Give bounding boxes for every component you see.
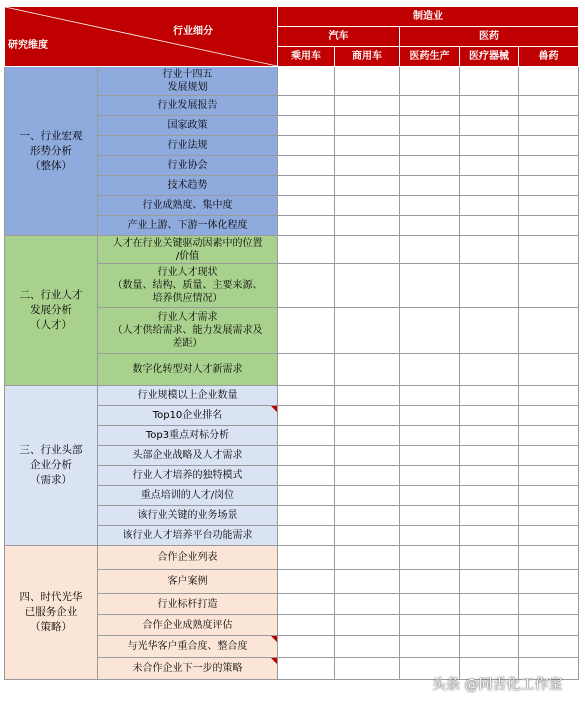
matrix-cell[interactable]: [460, 506, 519, 526]
matrix-cell[interactable]: [400, 116, 460, 136]
matrix-cell[interactable]: [460, 386, 519, 406]
matrix-cell[interactable]: [278, 216, 335, 236]
item-cell: Top10企业排名: [98, 406, 278, 426]
item-cell: 与光华客户重合度、整合度: [98, 636, 278, 658]
matrix-cell[interactable]: [278, 136, 335, 156]
matrix-cell[interactable]: [278, 446, 335, 466]
matrix-cell[interactable]: [400, 426, 460, 446]
matrix-cell[interactable]: [460, 570, 519, 594]
item-cell: 行业标杆打造: [98, 594, 278, 615]
matrix-cell[interactable]: [519, 615, 579, 636]
matrix-cell[interactable]: [460, 196, 519, 216]
matrix-cell[interactable]: [335, 386, 400, 406]
column-header: 乘用车: [278, 47, 335, 67]
matrix-cell[interactable]: [400, 216, 460, 236]
research-matrix-table: [4, 6, 579, 680]
matrix-cell[interactable]: [519, 426, 579, 446]
manufacturing-header: 制造业: [278, 7, 579, 27]
item-cell: 重点培训的人才/岗位: [98, 486, 278, 506]
matrix-cell[interactable]: [519, 526, 579, 546]
matrix-cell[interactable]: [400, 196, 460, 216]
matrix-cell[interactable]: [460, 116, 519, 136]
item-cell: 行业成熟度、集中度: [98, 196, 278, 216]
item-cell: 行业人才需求 （人才供给需求、能力发展需求及 差距）: [98, 308, 278, 354]
matrix-cell[interactable]: [400, 386, 460, 406]
matrix-cell[interactable]: [519, 570, 579, 594]
matrix-cell[interactable]: [460, 446, 519, 466]
matrix-cell[interactable]: [335, 406, 400, 426]
matrix-cell[interactable]: [519, 67, 579, 96]
matrix-cell[interactable]: [278, 526, 335, 546]
matrix-cell[interactable]: [278, 264, 335, 308]
matrix-cell[interactable]: [460, 156, 519, 176]
matrix-cell[interactable]: [460, 615, 519, 636]
item-cell: 未合作企业下一步的策略: [98, 658, 278, 680]
matrix-cell[interactable]: [278, 466, 335, 486]
matrix-cell[interactable]: [460, 594, 519, 615]
matrix-cell[interactable]: [335, 658, 400, 680]
matrix-cell[interactable]: [400, 526, 460, 546]
matrix-cell[interactable]: [278, 386, 335, 406]
item-cell: 行业协会: [98, 156, 278, 176]
item-cell: 国家政策: [98, 116, 278, 136]
matrix-cell[interactable]: [519, 156, 579, 176]
matrix-cell[interactable]: [400, 506, 460, 526]
matrix-cell[interactable]: [335, 594, 400, 615]
item-cell: 行业规模以上企业数量: [98, 386, 278, 406]
matrix-cell[interactable]: [400, 156, 460, 176]
matrix-cell[interactable]: [460, 176, 519, 196]
matrix-cell[interactable]: [335, 446, 400, 466]
matrix-cell[interactable]: [400, 636, 460, 658]
matrix-cell[interactable]: [278, 176, 335, 196]
matrix-cell[interactable]: [460, 526, 519, 546]
matrix-cell[interactable]: [278, 156, 335, 176]
column-header: 商用车: [335, 47, 400, 67]
matrix-cell[interactable]: [335, 570, 400, 594]
matrix-cell[interactable]: [400, 546, 460, 570]
matrix-cell[interactable]: [400, 67, 460, 96]
matrix-cell[interactable]: [519, 406, 579, 426]
matrix-cell[interactable]: [519, 486, 579, 506]
matrix-cell[interactable]: [335, 156, 400, 176]
matrix-cell[interactable]: [335, 546, 400, 570]
matrix-cell[interactable]: [335, 196, 400, 216]
matrix-cell[interactable]: [335, 67, 400, 96]
matrix-cell[interactable]: [519, 636, 579, 658]
watermark: 头条 @同舌化工作室: [432, 677, 563, 693]
item-cell: 行业人才培养的独特模式: [98, 466, 278, 486]
matrix-cell[interactable]: [519, 196, 579, 216]
subdivision-label: 行业细分: [173, 26, 213, 37]
item-cell: 合作企业列表: [98, 546, 278, 570]
dimension-group-label: 一、行业宏观 形势分析 （整体）: [5, 67, 98, 236]
item-cell: 行业十四五 发展规划: [98, 67, 278, 96]
dimension-group-label: 二、行业人才 发展分析 （人才）: [5, 236, 98, 386]
item-cell: 行业法规: [98, 136, 278, 156]
item-cell: 行业人才现状 （数量、结构、质量、主要来源、 培养供应情况）: [98, 264, 278, 308]
matrix-cell[interactable]: [519, 96, 579, 116]
matrix-cell[interactable]: [278, 615, 335, 636]
matrix-cell[interactable]: [519, 236, 579, 264]
auto-header: 汽车: [278, 27, 400, 47]
matrix-cell[interactable]: [278, 658, 335, 680]
matrix-cell[interactable]: [278, 546, 335, 570]
item-cell: 行业发展报告: [98, 96, 278, 116]
matrix-cell[interactable]: [460, 67, 519, 96]
column-header: 兽药: [519, 47, 579, 67]
matrix-cell[interactable]: [335, 636, 400, 658]
matrix-cell[interactable]: [400, 466, 460, 486]
dimension-label: 研究维度: [8, 40, 48, 51]
matrix-cell[interactable]: [335, 116, 400, 136]
matrix-cell[interactable]: [460, 426, 519, 446]
matrix-cell[interactable]: [335, 176, 400, 196]
matrix-cell[interactable]: [460, 466, 519, 486]
matrix-cell[interactable]: [335, 136, 400, 156]
matrix-cell[interactable]: [519, 386, 579, 406]
matrix-cell[interactable]: [519, 308, 579, 354]
item-cell: 头部企业战略及人才需求: [98, 446, 278, 466]
matrix-cell[interactable]: [519, 354, 579, 386]
matrix-cell[interactable]: [278, 196, 335, 216]
column-header: 医疗器械: [460, 47, 519, 67]
matrix-cell[interactable]: [335, 308, 400, 354]
item-cell: 技术趋势: [98, 176, 278, 196]
matrix-cell[interactable]: [400, 176, 460, 196]
matrix-cell[interactable]: [278, 636, 335, 658]
matrix-cell[interactable]: [335, 96, 400, 116]
matrix-cell[interactable]: [400, 236, 460, 264]
item-cell: Top3重点对标分析: [98, 426, 278, 446]
header-diagonal-cell: [5, 7, 278, 67]
matrix-cell[interactable]: [400, 136, 460, 156]
matrix-cell[interactable]: [278, 354, 335, 386]
matrix-cell[interactable]: [460, 236, 519, 264]
matrix-cell[interactable]: [519, 176, 579, 196]
matrix-cell[interactable]: [335, 615, 400, 636]
matrix-cell[interactable]: [278, 116, 335, 136]
matrix-cell[interactable]: [278, 506, 335, 526]
matrix-cell[interactable]: [400, 96, 460, 116]
matrix-cell[interactable]: [278, 236, 335, 264]
matrix-cell[interactable]: [278, 96, 335, 116]
matrix-cell[interactable]: [400, 354, 460, 386]
matrix-cell[interactable]: [460, 308, 519, 354]
dimension-group-label: 四、时代光华 已服务企业 （策略）: [5, 546, 98, 680]
matrix-cell[interactable]: [335, 426, 400, 446]
item-cell: 产业上游、下游一体化程度: [98, 216, 278, 236]
item-cell: 该行业关键的业务场景: [98, 506, 278, 526]
item-cell: 客户案例: [98, 570, 278, 594]
matrix-cell[interactable]: [460, 136, 519, 156]
matrix-cell[interactable]: [460, 216, 519, 236]
matrix-cell[interactable]: [400, 406, 460, 426]
matrix-cell[interactable]: [400, 486, 460, 506]
matrix-cell[interactable]: [519, 466, 579, 486]
matrix-cell[interactable]: [400, 594, 460, 615]
matrix-cell[interactable]: [278, 406, 335, 426]
dimension-group-label: 三、行业头部 企业分析 （需求）: [5, 386, 98, 546]
matrix-cell[interactable]: [460, 96, 519, 116]
matrix-cell[interactable]: [335, 354, 400, 386]
matrix-cell[interactable]: [400, 446, 460, 466]
item-cell: 合作企业成熟度评估: [98, 615, 278, 636]
matrix-cell[interactable]: [400, 570, 460, 594]
matrix-cell[interactable]: [335, 216, 400, 236]
matrix-cell[interactable]: [335, 466, 400, 486]
matrix-cell[interactable]: [278, 486, 335, 506]
matrix-cell[interactable]: [278, 594, 335, 615]
matrix-cell[interactable]: [278, 426, 335, 446]
matrix-cell[interactable]: [335, 526, 400, 546]
matrix-cell[interactable]: [460, 406, 519, 426]
item-cell: 该行业人才培养平台功能需求: [98, 526, 278, 546]
matrix-cell[interactable]: [519, 594, 579, 615]
matrix-cell[interactable]: [519, 264, 579, 308]
matrix-cell[interactable]: [278, 67, 335, 96]
matrix-cell[interactable]: [278, 308, 335, 354]
matrix-cell[interactable]: [335, 506, 400, 526]
matrix-cell[interactable]: [335, 264, 400, 308]
matrix-cell[interactable]: [519, 216, 579, 236]
matrix-cell[interactable]: [400, 264, 460, 308]
column-header: 医药生产: [400, 47, 460, 67]
matrix-cell[interactable]: [335, 486, 400, 506]
matrix-cell[interactable]: [519, 116, 579, 136]
matrix-cell[interactable]: [460, 546, 519, 570]
matrix-cell[interactable]: [460, 264, 519, 308]
matrix-cell[interactable]: [400, 308, 460, 354]
matrix-cell[interactable]: [460, 354, 519, 386]
item-cell: 人才在行业关键驱动因素中的位置 /价值: [98, 236, 278, 264]
matrix-cell[interactable]: [519, 506, 579, 526]
matrix-cell[interactable]: [400, 615, 460, 636]
item-cell: 数字化转型对人才新需求: [98, 354, 278, 386]
matrix-cell[interactable]: [335, 236, 400, 264]
matrix-cell[interactable]: [519, 546, 579, 570]
matrix-cell[interactable]: [278, 570, 335, 594]
pharma-header: 医药: [400, 27, 579, 47]
matrix-cell[interactable]: [460, 636, 519, 658]
matrix-cell[interactable]: [519, 136, 579, 156]
matrix-cell[interactable]: [460, 486, 519, 506]
matrix-cell[interactable]: [519, 446, 579, 466]
